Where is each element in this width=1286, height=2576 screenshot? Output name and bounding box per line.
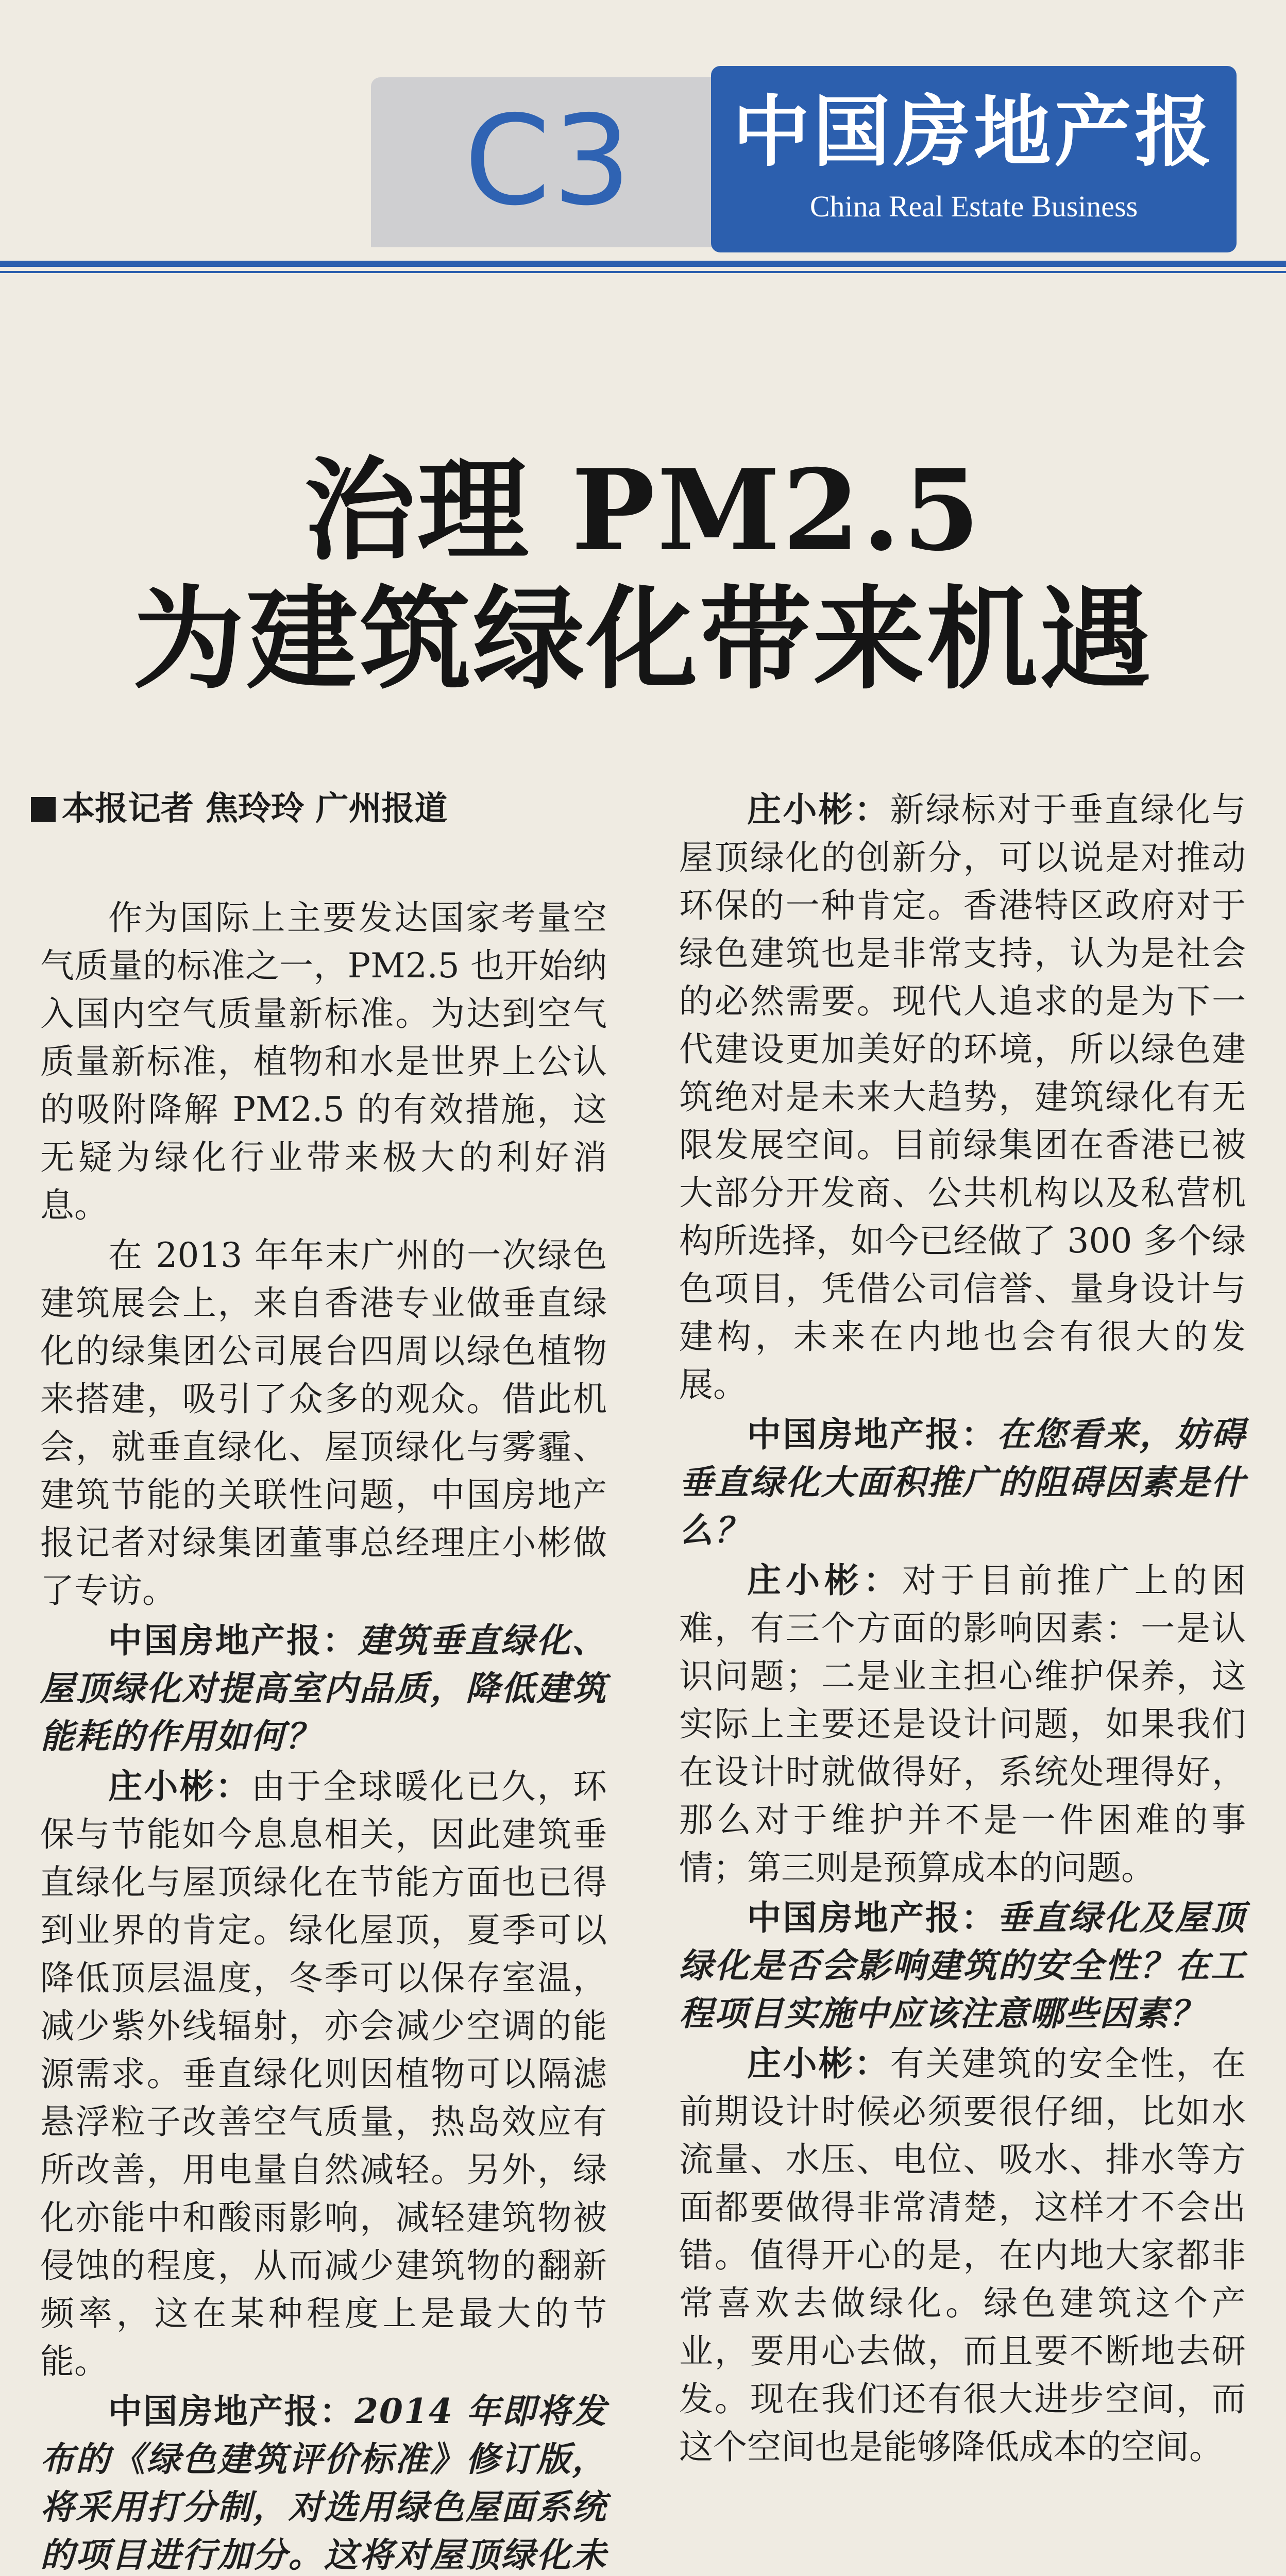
- paragraph-text: 新绿标对于垂直绿化与屋顶绿化的创新分，可以说是对推动环保的一种肯定。香港特区政府对于绿色建筑也是非常支持，认为是社会的必然需要。现代人追求的是为下一代建设更加美好的环境，所以绿色建筑绝对是未来大趋势，建筑绿化有无限发展空间。目前绿集团在香港已被大部分开发商、公共机构以及私营机构所选择，如今已经做了 300 多个绿色项目，凭借公司信誉、量身设计与建构，未来在内地也会有很大的发展。: [679, 790, 1246, 1404]
- headline-line-1: 治理 PM2.5: [303, 445, 983, 575]
- speaker-label: 中国房地产报：: [747, 1898, 997, 1938]
- interview-question: [40, 2387, 607, 2576]
- interview-answer: [679, 2040, 1246, 2471]
- speaker-label: 中国房地产报：: [108, 2392, 355, 2431]
- speaker-label: 中国房地产报：: [747, 1415, 997, 1454]
- interview-answer: [679, 786, 1246, 1409]
- masthead-logo: [711, 66, 1237, 252]
- article-column-left: [40, 894, 607, 2576]
- paragraph-text: 由于全球暖化已久，环保与节能如今息息相关，因此建筑垂直绿化与屋顶绿化在节能方面也已得到业界的肯定。绿化屋顶，夏季可以降低顶层温度，冬季可以保存室温，减少紫外线辐射，亦会减少空调的能源需求。垂直绿化则因植物可以隔滤悬浮粒子改善空气质量，热岛效应有所改善，用电量自然减轻。另外，绿化亦能中和酸雨影响，减轻建筑物被侵蚀的程度，从而减少建筑物的翻新频率，这在某种程度上是最大的节能。: [40, 1767, 607, 2381]
- speaker-label: 中国房地产报：: [108, 1621, 358, 1660]
- speaker-label: 庄小彬：: [108, 1767, 251, 1806]
- paragraph-text: 在您看来，妨碍垂直绿化大面积推广的阻碍因素是什么？: [679, 1414, 1246, 1550]
- headline-line-2: 为建筑绿化带来机遇: [132, 573, 1153, 704]
- byline: [31, 783, 659, 835]
- byline-text: 本报记者 焦玲玲 广州报道: [62, 790, 448, 828]
- article-paragraph: [40, 1231, 607, 1615]
- paragraph-text: 在 2013 年年末广州的一次绿色建筑展会上，来自香港专业做垂直绿化的绿集团公司展台四周以绿色植物来搭建，吸引了众多的观众。借此机会，就垂直绿化、屋顶绿化与雾霾、建筑节能的关联性问题，中国房地产报记者对绿集团董事总经理庄小彬做了专访。: [40, 1235, 607, 1611]
- interview-answer: [679, 1556, 1246, 1892]
- interview-question: [679, 1411, 1246, 1554]
- square-bullet-icon: [31, 797, 56, 822]
- speaker-label: 庄小彬：: [747, 2044, 890, 2083]
- speaker-label: 庄小彬：: [747, 790, 890, 829]
- paragraph-text: 垂直绿化及屋顶绿化是否会影响建筑的安全性？在工程项目实施中应该注意哪些因素？: [679, 1897, 1246, 2033]
- paragraph-text: 有关建筑的安全性，在前期设计时候必须要很仔细，比如水流量、水压、电位、吸水、排水等方面都要做得非常清楚，这样才不会出错。值得开心的是，在内地大家都非常喜欢去做绿化。绿色建筑这个产业，要用心去做，而且要不断地去研发。现在我们还有很大进步空间，而这个空间也是能够降低成本的空间。: [679, 2044, 1246, 2467]
- masthead-title-en: China Real Estate Business: [809, 190, 1138, 223]
- paragraph-text: 对于目前推广上的困难，有三个方面的影响因素：一是认识问题；二是业主担心维护保养，这实际上主要还是设计问题，如果我们在设计时就做得好，系统处理得好，那么对于维护并不是一件困难的事情；第三则是预算成本的问题。: [679, 1561, 1246, 1888]
- masthead-rule: [0, 261, 1286, 267]
- interview-question: [679, 1894, 1246, 2038]
- paragraph-text: 建筑垂直绿化、屋顶绿化对提高室内品质，降低建筑能耗的作用如何？: [40, 1620, 607, 1756]
- article-column-right: [679, 786, 1246, 2473]
- masthead-rule-thin: [0, 271, 1286, 273]
- interview-answer: [40, 1762, 607, 2385]
- paragraph-text: 2014 年即将发布的《绿色建筑评价标准》修订版，将采用打分制，对选用绿色屋面系统的项目进行加分。这将对屋顶绿化未: [40, 2391, 607, 2575]
- paragraph-text: 作为国际上主要发达国家考量空气质量的标准之一，PM2.5 也开始纳入国内空气质量新标准。为达到空气质量新标准，植物和水是世界上公认的吸附降解 PM2.5 的有效措施，这无疑为绿化行业带来极大的利好消息。: [40, 898, 607, 1225]
- article-paragraph: [40, 894, 607, 1229]
- interview-question: [40, 1617, 607, 1760]
- page-number: C3: [464, 89, 634, 233]
- speaker-label: 庄小彬：: [747, 1561, 902, 1600]
- masthead-title-cn: 中国房地产报: [732, 87, 1215, 177]
